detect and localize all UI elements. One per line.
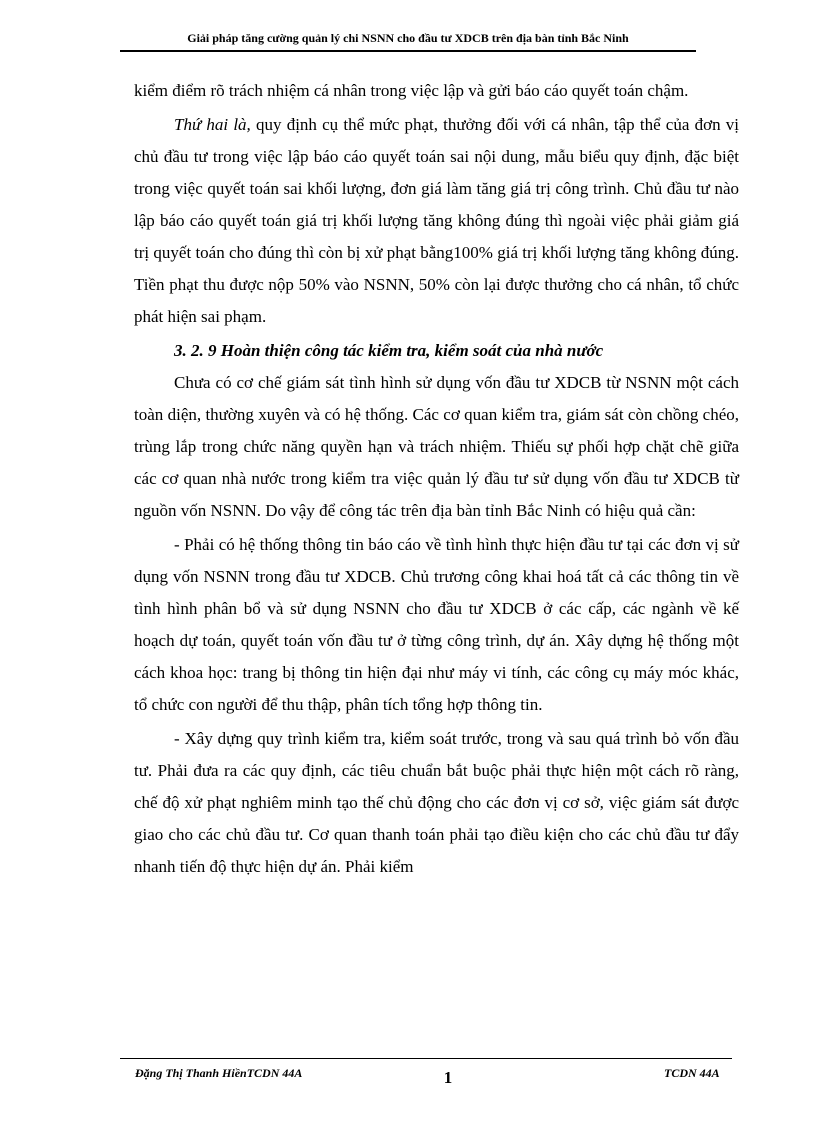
bullet-paragraph-1: - Phải có hệ thống thông tin báo cáo về tình hình thực hiện đầu tư tại các đơn vị sử dụng vốn NSNN trong đầu tư XDCB. Chủ trương công khai hoá tất cả các thông tin về tình hình phân bổ và sử dụng NSNN cho đầu tư XDCB ở các cấp, các ngành về kế hoạch dự toán, quyết toán vốn đầu tư ở từng công trình, dự án. Xây dựng hệ thống một cách khoa học: trang bị thông tin hiện đại như máy vi tính, các công cụ máy móc khác, tổ chức con người để thu thập, phân tích tổng hợp thông tin.: [134, 535, 739, 714]
paragraph-intro: Chưa có cơ chế giám sát tình hình sử dụng vốn đầu tư XDCB từ NSNN một cách toàn diện, thường xuyên và có hệ thống. Các cơ quan kiểm tra, giám sát còn chồng chéo, trùng lắp trong chức năng quyền hạn và trách nhiệm. Thiếu sự phối hợp chặt chẽ giữa các cơ quan nhà nước trong kiểm tra việc quản lý đầu tư sử dụng vốn đầu tư XDCB từ nguồn vốn NSNN. Do vậy để công tác trên địa bàn tỉnh Bắc Ninh có hiệu quả cần:: [134, 373, 739, 520]
footer-divider: [120, 1058, 732, 1059]
paragraph-text: quy định cụ thể mức phạt, thưởng đối với cá nhân, tập thể của đơn vị chủ đầu tư trong việc lập báo cáo quyết toán sai nội dung, mẫu biểu quy định, đặc biệt trong việc quyết toán sai khối lượng, đơn giá làm tăng giá trị công trình. Chủ đầu tư nào lập báo cáo quyết toán giá trị khối lượng tăng không đúng thì ngoài việc phải giảm giá trị quyết toán cho đúng thì còn bị xử phạt bằng100% giá trị khối lượng tăng không đúng. Tiền phạt thu được nộp 50% vào NSNN, 50% còn lại được thưởng cho cá nhân, tổ chức phát hiện sai phạm.: [134, 115, 739, 326]
section-heading: 3. 2. 9 Hoàn thiện công tác kiểm tra, kiểm soát của nhà nước: [174, 341, 604, 360]
paragraph-continuation: kiểm điểm rõ trách nhiệm cá nhân trong việc lập và gửi báo cáo quyết toán chậm.: [134, 81, 689, 100]
document-body: [134, 75, 739, 885]
paragraph-second-point: [134, 109, 739, 333]
header-title: Giải pháp tăng cường quản lý chi NSNN cho đầu tư XDCB trên địa bàn tỉnh Bắc Ninh: [187, 31, 629, 45]
bullet-paragraph-2: - Xây dựng quy trình kiểm tra, kiểm soát trước, trong và sau quá trình bỏ vốn đầu tư. Phải đưa ra các quy định, các tiêu chuẩn bắt buộc phải thực hiện một cách rõ ràng, chế độ xử phạt nghiêm minh tạo thế chủ động cho các đơn vị cơ sở, việc giám sát được giao cho các chủ đầu tư. Cơ quan thanh toán phải tạo điều kiện cho các chủ đầu tư đẩy nhanh tiến độ thực hiện dự án. Phải kiểm: [134, 729, 739, 876]
footer-author: Đặng Thị Thanh HiềnTCDN 44A: [135, 1066, 303, 1080]
page-header: [120, 31, 696, 52]
paragraph-lead: Thứ hai là,: [174, 115, 251, 134]
page-number: 1: [443, 1068, 453, 1087]
footer-class-code: TCDN 44A: [664, 1066, 720, 1080]
